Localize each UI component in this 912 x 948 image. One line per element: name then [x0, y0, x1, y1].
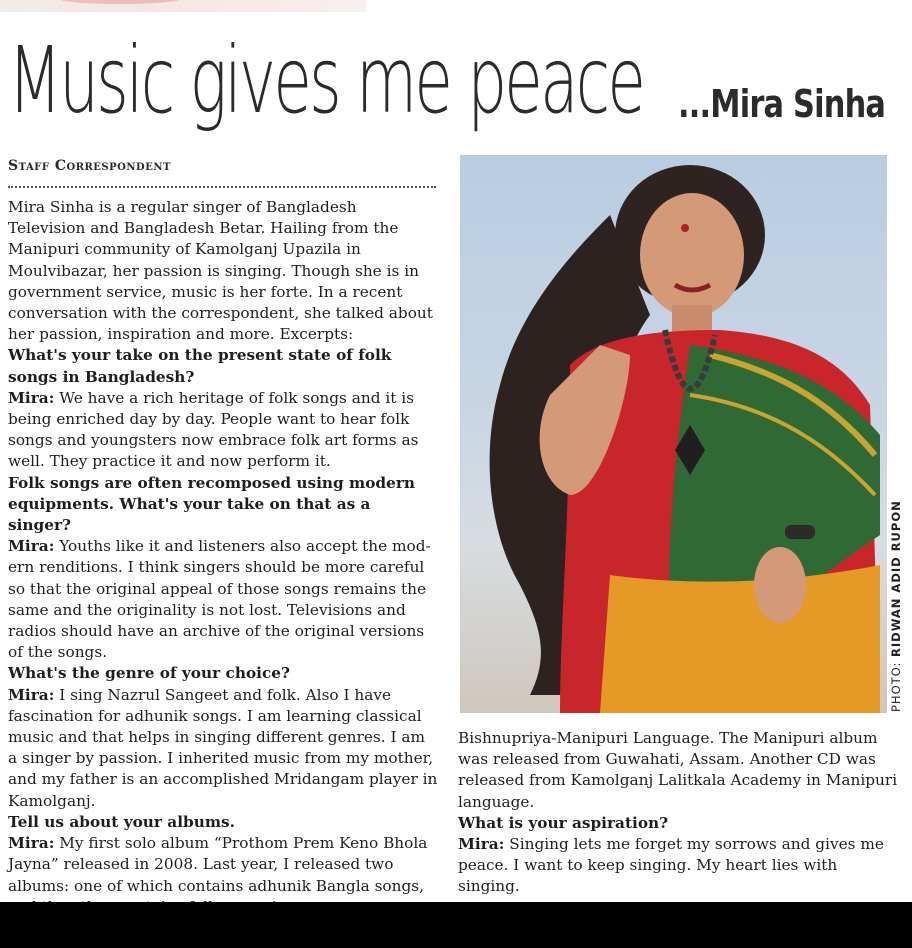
- photo-credit-name: RIDWAN ADID RUPON: [889, 500, 903, 657]
- article-continued: Bishnupriya-Manipuri Language. The Manipuri album was released from Guwahati, Assam. Another CD was released from Kamolganj Lalitkala Academy in Manipuri language.: [458, 729, 898, 811]
- answer-2: [8, 536, 438, 663]
- staff-credit: Staff Correspondent: [8, 158, 171, 174]
- portrait-photo: [460, 155, 887, 713]
- photo-credit-prefix: PHOTO:: [889, 656, 903, 712]
- article-column-left: [8, 197, 438, 918]
- question-5: What is your aspiration?: [458, 813, 669, 832]
- dotted-divider: [8, 186, 436, 188]
- speaker-label: Mira:: [8, 388, 55, 407]
- question-2: Folk songs are often recomposed using modern equipments. What's your take on that as a singer?: [8, 473, 416, 535]
- question-1: What's your take on the present state of folk songs in Bangladesh?: [8, 346, 392, 386]
- speaker-label: Mira:: [8, 834, 55, 853]
- headline-title: Music gives me peace: [8, 27, 644, 134]
- speaker-label: Mira:: [8, 685, 55, 704]
- photo-credit: [889, 500, 903, 712]
- article-intro: Mira Sinha is a regular singer of Bangladesh Television and Bangladesh Betar. Hailing from the Manipuri community of Kamolganj Upazila in Moulvibazar, her passion is singing. Though she is in government service, music is her forte. In a recent conversation with the correspondent, she talked about her passion, inspiration and more. Excerpts:: [8, 198, 433, 344]
- question-3: What's the genre of your choice?: [8, 664, 290, 683]
- portrait-illustration: [460, 155, 887, 713]
- headline-byline: ...Mira Sinha: [678, 82, 886, 126]
- answer-4-text: My first solo album “Prothom Prem Keno Bhola Jayna” released in 2008. Last year, I released two albums: one of which contains adhunik Bangla songs,: [8, 834, 428, 895]
- answer-1: [8, 388, 438, 473]
- answer-2-text: Youths like it and listeners also accept the mod-ern renditions. I think singers should be more careful so that the original appeal of those songs remains the same and the originality is not lost. Televisions and radios should have an archive of the original versions of the songs.: [8, 537, 431, 662]
- answer-5: [458, 834, 898, 898]
- answer-3-text: I sing Nazrul Sangeet and folk. Also I have fascination for adhunik songs. I am learning classical music and that helps in singing different genres. I am a singer by passion. I inherited music from my mother, and my father is an accomplished Mridangam player in Kamolganj.: [8, 685, 438, 810]
- answer-3: [8, 685, 438, 812]
- headline: [8, 26, 908, 136]
- article-column-right: [458, 728, 898, 898]
- speaker-label: Mira:: [458, 835, 505, 854]
- top-image-fragment: [60, 0, 180, 4]
- top-image-strip: [0, 0, 366, 12]
- answer-1-text: We have a rich heritage of folk songs and it is being enriched day by day. People want to hear folk songs and youngsters now embrace folk art forms as well. They practice it and now perform it.: [8, 388, 419, 471]
- question-4: Tell us about your albums.: [8, 812, 235, 831]
- bottom-black-band: [0, 902, 912, 948]
- speaker-label: Mira:: [8, 537, 55, 556]
- answer-5-text: Singing lets me forget my sorrows and gives me peace. I want to keep singing. My heart lies with singing.: [458, 835, 884, 896]
